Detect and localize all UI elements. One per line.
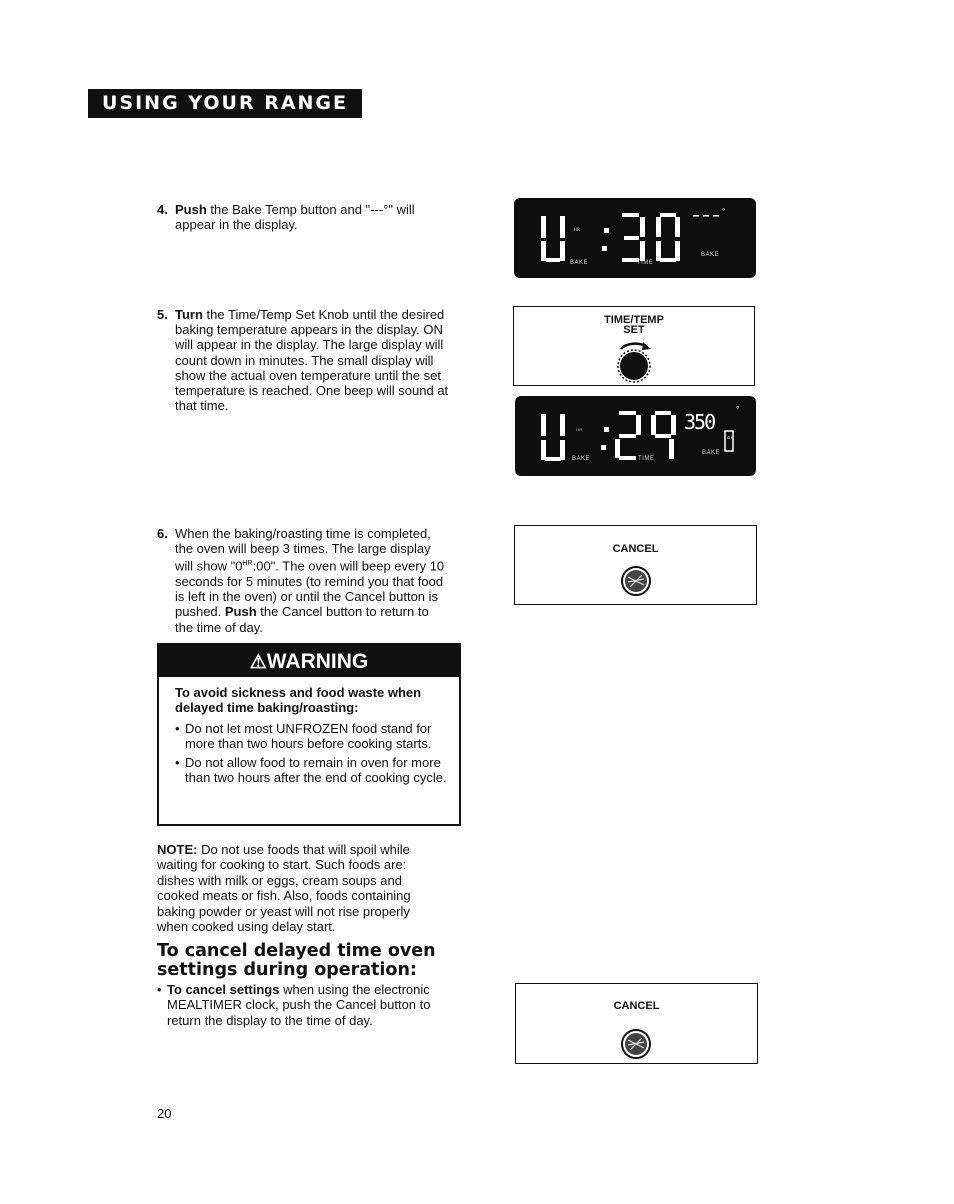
cancel-label: CANCEL xyxy=(612,543,659,555)
degree-symbol: ° xyxy=(722,207,726,216)
warning-title: WARNING xyxy=(266,650,369,673)
warning-bullet: • Do not allow food to remain in oven for more than two hours after the end of cooking cycle. xyxy=(175,755,447,786)
knob-label: SET xyxy=(623,324,645,336)
page-number: 20 xyxy=(157,1106,172,1121)
display-label-bake: BAKE xyxy=(701,252,720,258)
warning-triangle-icon: ⚠ xyxy=(249,652,267,673)
cancel-button[interactable] xyxy=(620,565,652,597)
svg-text:HR: HR xyxy=(574,227,580,232)
display-label-time: TIME xyxy=(637,260,654,266)
oven-display-countdown xyxy=(515,396,756,476)
knob-label: TIME/TEMP xyxy=(604,314,664,326)
cancel-instruction-bold: To cancel settings xyxy=(167,982,280,997)
cancel-button[interactable] xyxy=(620,1028,652,1060)
cancel-instruction-text: when using the electronic MEALTIMER clock, push the Cancel button to return the display to the time of day. xyxy=(167,982,431,1028)
step-number: 6. xyxy=(157,526,168,541)
cancel-label: CANCEL xyxy=(613,1000,660,1012)
note-paragraph xyxy=(157,842,442,934)
cancel-instruction xyxy=(157,982,457,1031)
cancel-panel xyxy=(514,525,757,605)
warning-bullet: • Do not let most UNFROZEN food stand for more than two hours before cooking starts. xyxy=(175,721,447,752)
display-label-bake: BAKE xyxy=(570,260,589,266)
temperature-readout: 350 xyxy=(684,410,715,434)
step-number: 4. xyxy=(157,202,168,217)
section-banner: USING YOUR RANGE xyxy=(88,89,362,118)
note-text: Do not use foods that will spoil while waiting for cooking to start. Such foods are: dishes with milk or eggs, cream soups and cooked meats or fish. Also, foods containing baking powder or yeast will not rise properly when cooked using delay start. xyxy=(157,842,411,935)
step-text: the Bake Temp button and "---°" will appear in the display. xyxy=(175,202,415,233)
step-4 xyxy=(157,202,447,232)
note-label: NOTE: xyxy=(157,842,198,857)
step-text: the Time/Temp Set Knob until the desired baking temperature appears in the display. ON will appear in the display. The large display will count down in minutes. The small display will show the actual oven temperature until the set temperature is reached. One beep will sound at that time. xyxy=(175,307,449,414)
step-verb: Turn xyxy=(175,307,203,322)
warning-box xyxy=(157,643,461,826)
warning-header xyxy=(159,645,459,677)
time-temp-knob-panel xyxy=(513,306,755,386)
step-text: :00". The oven will beep every 10 seconds for 5 minutes (to remind you that food is left in the oven) or until the Cancel button is pushed. xyxy=(175,558,445,620)
step-text: When the baking/roasting time is completed, the oven will beep 3 times. The large display will show "0 xyxy=(175,526,431,574)
degree-symbol: ° xyxy=(736,405,740,414)
section-heading: To cancel delayed time oven settings during operation: xyxy=(157,941,436,980)
display-label-time: TIME xyxy=(638,456,655,462)
step-verb: Push xyxy=(224,604,257,620)
seven-segment-digits xyxy=(514,198,756,278)
on-indicator: ON xyxy=(727,435,734,440)
display-label-bake: BAKE xyxy=(572,456,591,462)
step-6 xyxy=(157,526,449,635)
hour-marker: HR xyxy=(576,427,583,432)
warning-lead: To avoid sickness and food waste when delayed time baking/roasting: xyxy=(175,685,422,716)
oven-display-bake xyxy=(514,198,756,278)
seven-segment-digits xyxy=(515,396,756,476)
cancel-panel xyxy=(515,983,758,1064)
step-text: the Cancel button to return to the time of day. xyxy=(175,604,429,635)
step-5 xyxy=(157,307,449,413)
time-temp-knob[interactable] xyxy=(613,337,657,383)
step-verb: Push xyxy=(175,202,207,217)
display-label-bake: BAKE xyxy=(702,450,721,456)
step-number: 5. xyxy=(157,307,168,322)
hour-marker: HR xyxy=(242,560,253,568)
